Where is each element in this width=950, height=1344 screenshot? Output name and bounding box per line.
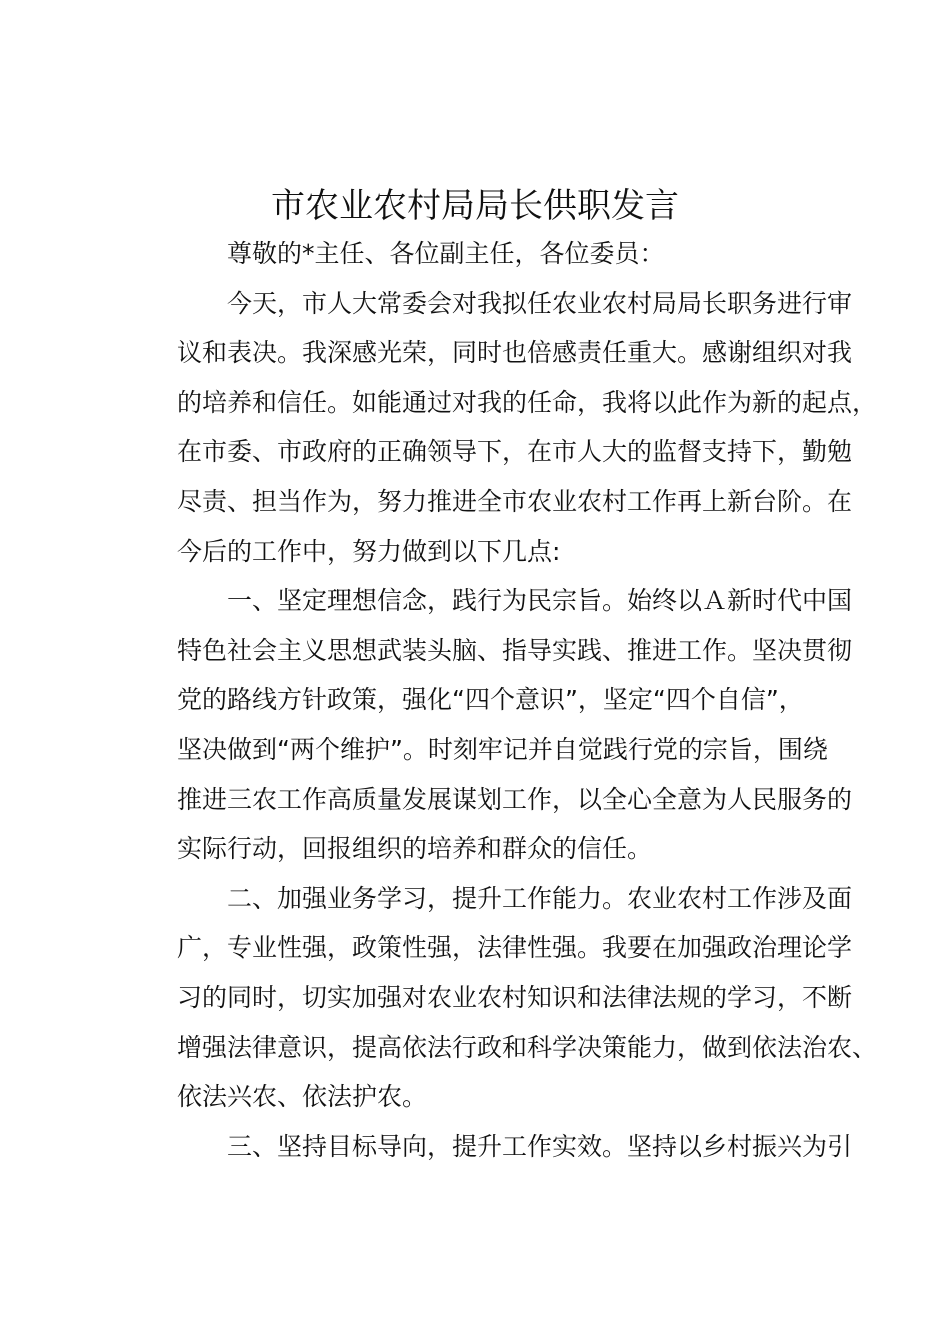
text-line: 二、加强业务学习，提升工作能力。农业农村工作涉及面	[227, 883, 853, 913]
point-one-paragraph	[127, 576, 853, 874]
text-line: 党的路线方针政策，强化“四个意识”，坚定“四个自信”，	[177, 685, 804, 715]
salutation-paragraph	[127, 229, 847, 279]
text-line: 议和表决。我深感光荣，同时也倍感责任重大。感谢组织对我	[177, 338, 853, 368]
text-line: 推进三农工作高质量发展谋划工作，以全心全意为人民服务的	[177, 784, 853, 814]
intro-paragraph	[127, 279, 878, 577]
text-line: 今后的工作中，努力做到以下几点:	[177, 536, 561, 566]
text-line: 增强法律意识，提高依法行政和科学决策能力，做到依法治农、	[177, 1032, 878, 1062]
text-line: 今天，市人大常委会对我拟任农业农村局局长职务进行审	[227, 288, 853, 318]
text-line: 特色社会主义思想武装头脑、指导实践、推进工作。坚决贯彻	[177, 635, 853, 665]
text-line: 依法兴农、依法护农。	[177, 1082, 428, 1112]
text-line: 坚决做到“两个维护”。时刻牢记并自觉践行党的宗旨，围绕	[177, 734, 828, 764]
text-line: 尽责、担当作为，努力推进全市农业农村工作再上新台阶。在	[177, 486, 853, 516]
text-line: 习的同时，切实加强对农业农村知识和法律法规的学习，不断	[177, 982, 853, 1012]
text-line: 一、坚定理想信念，践行为民宗旨。始终以Ａ新时代中国	[227, 586, 853, 616]
text-line: 三、坚持目标导向，提升工作实效。坚持以乡村振兴为引	[227, 1131, 853, 1161]
document-body	[127, 229, 878, 1171]
text-line: 尊敬的*主任、各位副主任，各位委员：	[227, 239, 665, 268]
document-title: 市农业农村局局长供职发言	[271, 186, 679, 226]
point-three-paragraph	[127, 1122, 853, 1172]
point-two-paragraph	[127, 874, 878, 1122]
text-line: 实际行动，回报组织的培养和群众的信任。	[177, 834, 653, 864]
text-line: 的培养和信任。如能通过对我的任命，我将以此作为新的起点，	[177, 387, 878, 417]
text-line: 广，专业性强，政策性强，法律性强。我要在加强政治理论学	[177, 933, 853, 963]
text-line: 在市委、市政府的正确领导下，在市人大的监督支持下，勤勉	[177, 437, 853, 467]
